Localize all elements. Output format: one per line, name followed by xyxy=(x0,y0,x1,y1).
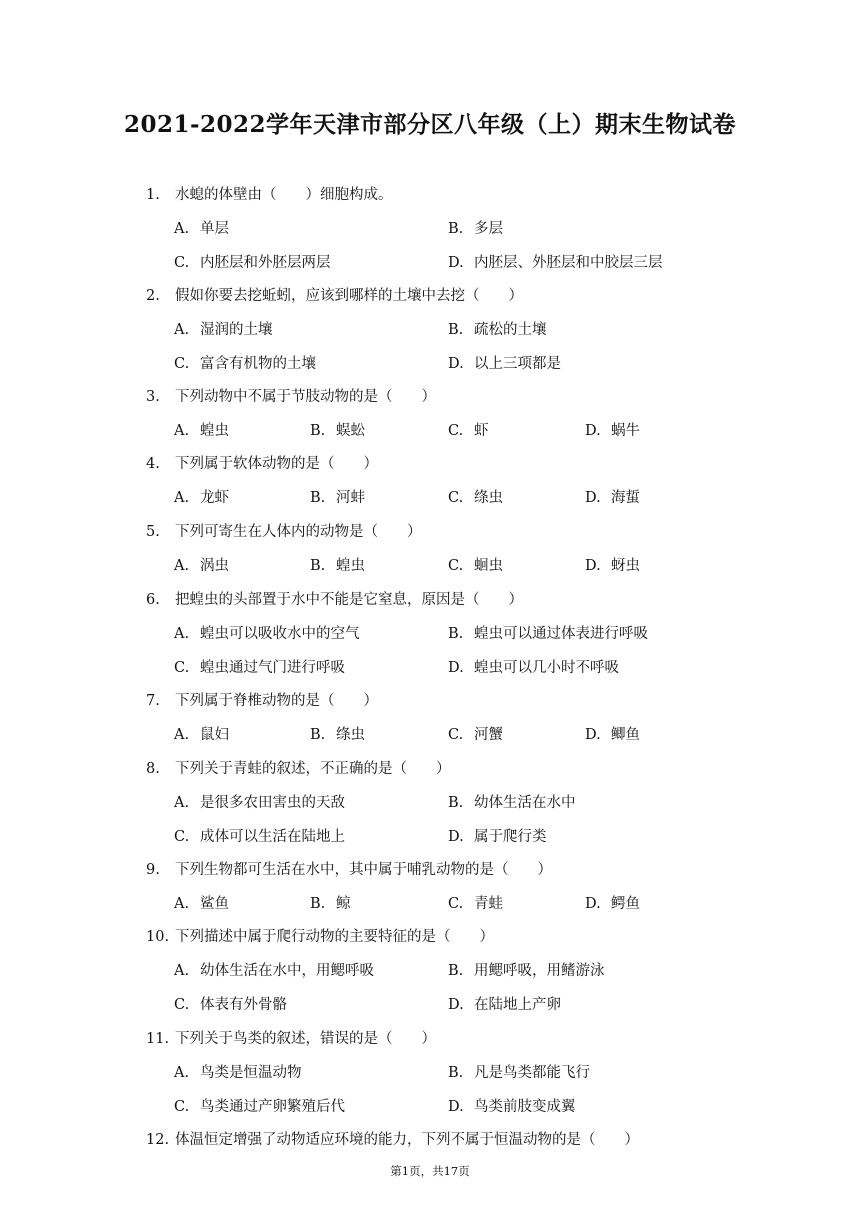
question-number: 10. xyxy=(146,929,170,945)
option-text: 龙虾 xyxy=(200,490,229,506)
option-letter: B. xyxy=(310,727,326,743)
option-letter: D. xyxy=(585,727,601,743)
answer-option-b xyxy=(310,555,365,577)
answer-option-a xyxy=(174,623,360,645)
question-number: 11. xyxy=(146,1031,170,1047)
question-number: 2. xyxy=(146,288,160,304)
option-letter: B. xyxy=(448,795,464,811)
option-letter: A. xyxy=(174,626,190,642)
question-number: 9. xyxy=(146,862,160,878)
option-letter: D. xyxy=(585,558,601,574)
question-stem xyxy=(146,521,422,543)
option-letter: C. xyxy=(174,255,190,271)
option-text: 属于爬行类 xyxy=(474,829,547,845)
option-letter: C. xyxy=(448,558,464,574)
question-stem xyxy=(146,184,393,206)
option-letter: D. xyxy=(585,423,601,439)
answer-option-a xyxy=(174,487,229,509)
question-number: 3. xyxy=(146,389,160,405)
answer-option-d xyxy=(448,826,547,848)
answer-option-b xyxy=(448,319,547,341)
option-letter: D. xyxy=(448,829,464,845)
question-number: 12. xyxy=(146,1132,170,1148)
option-letter: C. xyxy=(174,356,190,372)
page-footer: 第1页，共17页 xyxy=(390,1164,470,1178)
option-letter: A. xyxy=(174,1065,190,1081)
option-text: 鲸 xyxy=(336,896,351,912)
option-text: 青蛙 xyxy=(474,896,503,912)
question-text: 下列可寄生在人体内的动物是（ ） xyxy=(175,524,422,540)
question-text: 假如你要去挖蚯蚓，应该到哪样的土壤中去挖（ ） xyxy=(175,288,523,304)
option-text: 以上三项都是 xyxy=(474,356,561,372)
option-text: 单层 xyxy=(200,221,229,237)
answer-option-a xyxy=(174,420,229,442)
option-text: 蜈蚣 xyxy=(336,423,365,439)
option-letter: D. xyxy=(448,997,464,1013)
option-text: 鳄鱼 xyxy=(611,896,640,912)
answer-option-b xyxy=(448,792,576,814)
question-text: 体温恒定增强了动物适应环境的能力，下列不属于恒温动物的是（ ） xyxy=(175,1132,639,1148)
option-letter: B. xyxy=(448,1065,464,1081)
option-letter: C. xyxy=(174,829,190,845)
option-letter: D. xyxy=(585,490,601,506)
question-number: 6. xyxy=(146,592,160,608)
answer-option-c xyxy=(448,724,503,746)
option-letter: C. xyxy=(448,896,464,912)
option-letter: A. xyxy=(174,221,190,237)
question-stem xyxy=(146,1028,436,1050)
option-letter: C. xyxy=(448,490,464,506)
option-text: 富含有机物的土壤 xyxy=(200,356,316,372)
question-text: 下列描述中属于爬行动物的主要特征的是（ ） xyxy=(175,929,494,945)
question-stem xyxy=(146,386,436,408)
option-text: 蝗虫可以吸收水中的空气 xyxy=(200,626,360,642)
option-letter: D. xyxy=(448,356,464,372)
option-letter: A. xyxy=(174,795,190,811)
question-number: 8. xyxy=(146,761,160,777)
answer-option-b xyxy=(448,960,605,982)
option-text: 虾 xyxy=(474,423,489,439)
question-stem xyxy=(146,859,552,881)
option-letter: A. xyxy=(174,558,190,574)
option-letter: D. xyxy=(585,896,601,912)
answer-option-d xyxy=(585,724,640,746)
option-letter: D. xyxy=(448,1099,464,1115)
answer-option-b xyxy=(448,218,503,240)
option-text: 是很多农田害虫的天敌 xyxy=(200,795,345,811)
option-text: 鸟类前肢变成翼 xyxy=(474,1099,576,1115)
question-stem xyxy=(146,285,523,307)
option-text: 绦虫 xyxy=(474,490,503,506)
question-stem xyxy=(146,758,451,780)
option-text: 体表有外骨骼 xyxy=(200,997,287,1013)
option-text: 蝗虫通过气门进行呼吸 xyxy=(200,660,345,676)
question-number: 7. xyxy=(146,693,160,709)
question-text: 下列动物中不属于节肢动物的是（ ） xyxy=(175,389,436,405)
answer-option-b xyxy=(310,487,365,509)
answer-option-a xyxy=(174,1062,302,1084)
option-text: 蝗虫 xyxy=(336,558,365,574)
answer-option-c xyxy=(448,893,503,915)
option-letter: B. xyxy=(448,322,464,338)
question-text: 把蝗虫的头部置于水中不能是它窒息，原因是（ ） xyxy=(175,592,523,608)
question-stem xyxy=(146,926,494,948)
question-stem xyxy=(146,1129,639,1151)
option-letter: C. xyxy=(448,727,464,743)
option-text: 鲫鱼 xyxy=(611,727,640,743)
question-stem xyxy=(146,453,378,475)
option-text: 蜗牛 xyxy=(611,423,640,439)
option-text: 成体可以生活在陆地上 xyxy=(200,829,345,845)
option-letter: A. xyxy=(174,490,190,506)
option-text: 内胚层和外胚层两层 xyxy=(200,255,331,271)
option-letter: A. xyxy=(174,423,190,439)
question-number: 4. xyxy=(146,456,160,472)
option-letter: B. xyxy=(310,490,326,506)
option-text: 幼体生活在水中，用鳃呼吸 xyxy=(200,963,374,979)
answer-option-d xyxy=(448,353,561,375)
answer-option-d xyxy=(448,657,619,679)
option-text: 鸟类是恒温动物 xyxy=(200,1065,302,1081)
option-text: 河蚌 xyxy=(336,490,365,506)
option-text: 湿润的土壤 xyxy=(200,322,273,338)
question-text: 下列属于脊椎动物的是（ ） xyxy=(175,693,378,709)
answer-option-d xyxy=(448,252,663,274)
answer-option-c xyxy=(174,353,316,375)
option-text: 疏松的土壤 xyxy=(474,322,547,338)
answer-option-d xyxy=(585,420,640,442)
option-text: 蝗虫 xyxy=(200,423,229,439)
question-number: 5. xyxy=(146,524,160,540)
question-text: 水螅的体壁由（ ）细胞构成。 xyxy=(175,187,393,203)
answer-option-a xyxy=(174,555,229,577)
answer-option-d xyxy=(448,1096,576,1118)
option-letter: A. xyxy=(174,963,190,979)
answer-option-c xyxy=(448,487,503,509)
option-text: 内胚层、外胚层和中胶层三层 xyxy=(474,255,663,271)
answer-option-b xyxy=(448,1062,590,1084)
answer-option-a xyxy=(174,792,345,814)
option-text: 绦虫 xyxy=(336,727,365,743)
option-text: 多层 xyxy=(474,221,503,237)
answer-option-c xyxy=(174,994,287,1016)
answer-option-a xyxy=(174,960,374,982)
option-text: 鼠妇 xyxy=(200,727,229,743)
answer-option-a xyxy=(174,724,229,746)
answer-option-d xyxy=(585,893,640,915)
option-letter: D. xyxy=(448,255,464,271)
answer-option-a xyxy=(174,319,273,341)
answer-option-d xyxy=(585,487,640,509)
option-letter: A. xyxy=(174,896,190,912)
question-text: 下列生物都可生活在水中，其中属于哺乳动物的是（ ） xyxy=(175,862,552,878)
answer-option-a xyxy=(174,218,229,240)
option-text: 涡虫 xyxy=(200,558,229,574)
option-text: 在陆地上产卵 xyxy=(474,997,561,1013)
question-number: 1. xyxy=(146,187,160,203)
option-letter: B. xyxy=(448,963,464,979)
answer-option-c xyxy=(174,1096,345,1118)
option-text: 蚜虫 xyxy=(611,558,640,574)
answer-option-c xyxy=(174,826,345,848)
option-text: 蝗虫可以几小时不呼吸 xyxy=(474,660,619,676)
option-letter: C. xyxy=(174,997,190,1013)
answer-option-b xyxy=(310,724,365,746)
question-text: 下列关于青蛙的叙述，不正确的是（ ） xyxy=(175,761,451,777)
question-stem xyxy=(146,690,378,712)
option-text: 用鳃呼吸，用鳍游泳 xyxy=(474,963,605,979)
answer-option-c xyxy=(174,252,331,274)
option-letter: B. xyxy=(448,221,464,237)
option-text: 海蜇 xyxy=(611,490,640,506)
question-text: 下列属于软体动物的是（ ） xyxy=(175,456,378,472)
option-text: 蛔虫 xyxy=(474,558,503,574)
option-letter: B. xyxy=(310,558,326,574)
option-text: 河蟹 xyxy=(474,727,503,743)
option-letter: A. xyxy=(174,322,190,338)
answer-option-c xyxy=(174,657,345,679)
option-text: 凡是鸟类都能飞行 xyxy=(474,1065,590,1081)
answer-option-c xyxy=(448,420,489,442)
answer-option-c xyxy=(448,555,503,577)
answer-option-d xyxy=(448,994,561,1016)
option-letter: C. xyxy=(174,660,190,676)
question-stem xyxy=(146,589,523,611)
answer-option-d xyxy=(585,555,640,577)
option-text: 鸟类通过产卵繁殖后代 xyxy=(200,1099,345,1115)
option-letter: C. xyxy=(448,423,464,439)
option-letter: A. xyxy=(174,727,190,743)
question-text: 下列关于鸟类的叙述，错误的是（ ） xyxy=(175,1031,436,1047)
option-text: 蝗虫可以通过体表进行呼吸 xyxy=(474,626,648,642)
option-text: 鲨鱼 xyxy=(200,896,229,912)
option-text: 幼体生活在水中 xyxy=(474,795,576,811)
answer-option-b xyxy=(310,420,365,442)
answer-option-b xyxy=(310,893,351,915)
exam-title: 2021-2022学年天津市部分区八年级（上）期末生物试卷 xyxy=(123,111,737,138)
option-letter: B. xyxy=(448,626,464,642)
option-letter: D. xyxy=(448,660,464,676)
option-letter: B. xyxy=(310,423,326,439)
answer-option-b xyxy=(448,623,648,645)
answer-option-a xyxy=(174,893,229,915)
option-letter: C. xyxy=(174,1099,190,1115)
option-letter: B. xyxy=(310,896,326,912)
